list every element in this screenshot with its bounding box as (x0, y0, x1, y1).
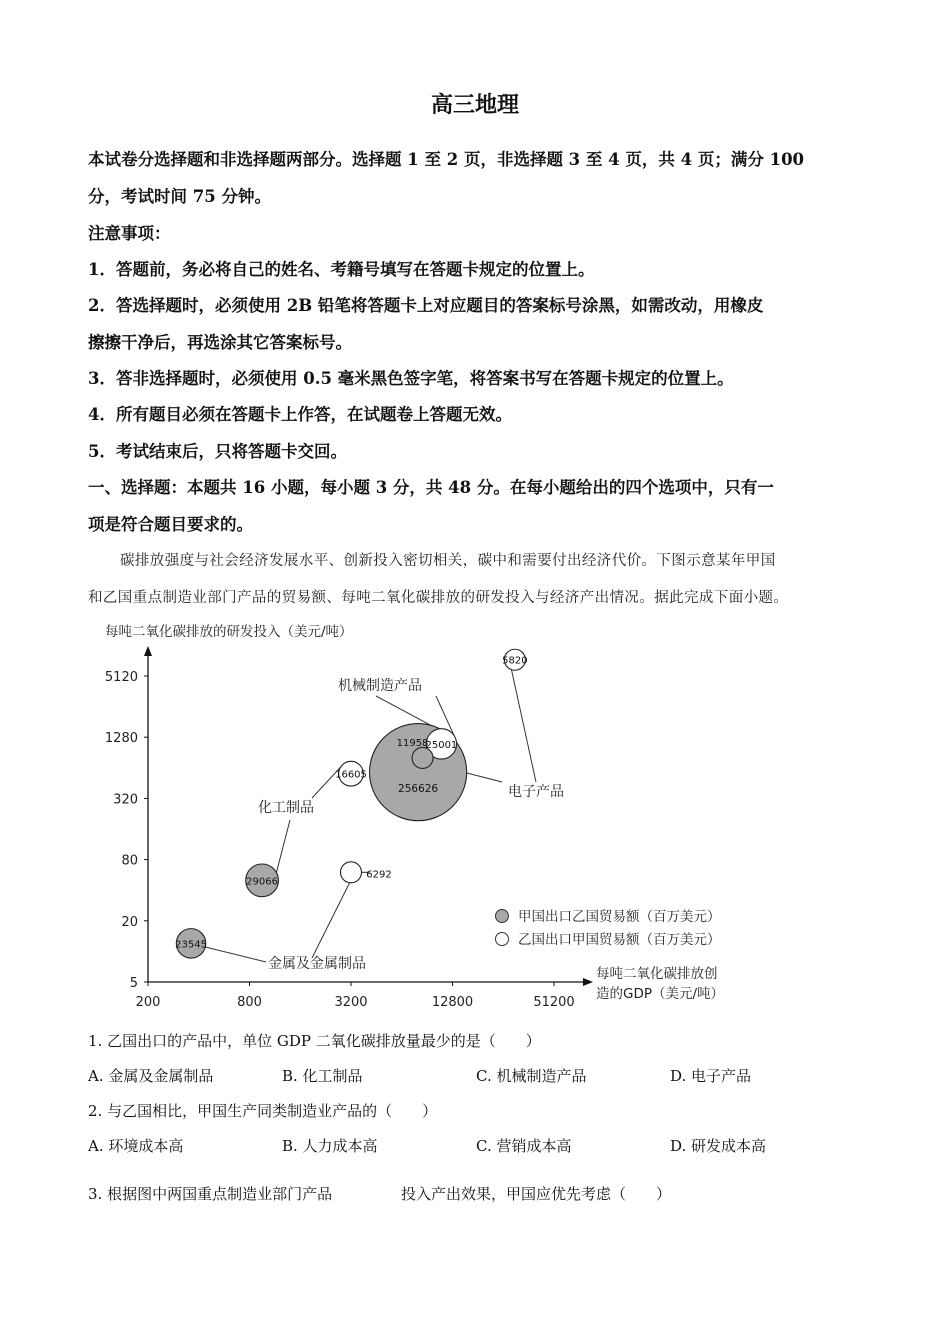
leader-line (276, 820, 290, 873)
q1-option-a[interactable]: A. 金属及金属制品 (88, 1067, 214, 1085)
section-heading-a: 一、选择题：本题共 16 小题，每小题 3 分，共 48 分。在每小题给出的四个选项中，只有一 (88, 478, 774, 497)
y-tick-label: 5120 (104, 670, 138, 685)
x-tick-label: 800 (237, 995, 262, 1010)
annotation-leader-lines (205, 670, 536, 962)
y-tick-label: 1280 (104, 731, 138, 747)
leader-line (511, 670, 536, 782)
bubble-label: 16605 (335, 769, 367, 781)
q2-option-b[interactable]: B. 人力成本高 (282, 1137, 378, 1155)
bubble-label: 256626 (398, 783, 439, 796)
note-5: 5．考试结束后，只将答题卡交回。 (88, 442, 347, 461)
x-tick-label: 3200 (334, 995, 368, 1010)
bubble (341, 862, 362, 883)
question-2: 2. 与乙国相比，甲国生产同类制造业产品的（ ） (88, 1102, 438, 1120)
bubble-label: 5820 (502, 655, 528, 667)
x-tick-label: 200 (135, 995, 161, 1010)
y-axis-title: 每吨二氧化碳排放的研发投入（美元/吨） (105, 624, 353, 640)
x-tick-label: 51200 (533, 995, 575, 1010)
legend-label-b: 乙国出口甲国贸易额（百万美元） (518, 932, 721, 948)
question-3-part-a: 3. 根据图中两国重点制造业部门产品 (88, 1185, 333, 1203)
page-title: 高三地理 (430, 92, 519, 118)
y-axis-ticks (105, 670, 148, 991)
annotation-machinery: 机械制造产品 (338, 678, 422, 694)
bubble-label: 25001 (425, 739, 458, 751)
q2-option-c[interactable]: C. 营销成本高 (476, 1137, 572, 1155)
annotation-chemicals: 化工制品 (258, 800, 314, 816)
q2-option-a[interactable]: A. 环境成本高 (88, 1137, 184, 1155)
bubble-label: 23545 (175, 939, 207, 951)
intro-line-1: 本试卷分选择题和非选择题两部分。选择题 1 至 2 页，非选择题 3 至 4 页，共 4 页；满分 100 (88, 150, 805, 169)
question-3-part-b: 投入产出效果，甲国应优先考虑（ ） (401, 1185, 672, 1203)
y-tick-label: 20 (121, 914, 138, 930)
q2-option-d[interactable]: D. 研发成本高 (670, 1137, 767, 1155)
y-axis-arrow (144, 646, 152, 656)
note-2b: 擦擦干净后，再选涂其它答案标号。 (88, 333, 352, 352)
annotation-metals: 金属及金属制品 (268, 956, 366, 972)
x-tick-label: 12800 (431, 995, 474, 1010)
x-axis-title-1: 每吨二氧化碳排放创 (596, 966, 718, 982)
note-2a: 2．答选择题时，必须使用 2B 铅笔将答题卡上对应题目的答案标号涂黑，如需改动，用橡皮 (88, 296, 764, 315)
legend-swatch-b (496, 933, 509, 946)
y-tick-label: 5 (129, 976, 138, 991)
material-line-b: 和乙国重点制造业部门产品的贸易额、每吨二氧化碳排放的研发投入与经济产出情况。据此完成下面小题。 (88, 590, 789, 606)
leader-line (205, 947, 266, 962)
leader-line (312, 883, 350, 958)
x-axis-title-2: 造的GDP（美元/吨） (596, 986, 725, 1002)
question-1: 1. 乙国出口的产品中，单位 GDP 二氧化碳排放量最少的是（ ） (88, 1032, 541, 1050)
bubble-label: 6292 (366, 869, 392, 881)
x-axis-ticks (136, 982, 575, 1010)
section-heading-b: 项是符合题目要求的。 (88, 515, 253, 534)
y-tick-label: 320 (113, 792, 138, 808)
notes-heading: 注意事项： (88, 224, 171, 243)
bubbles-group (175, 649, 527, 958)
q1-option-d[interactable]: D. 电子产品 (670, 1067, 752, 1085)
bubble-label: 29066 (246, 876, 278, 888)
note-1: 1．答题前，务必将自己的姓名、考籍号填写在答题卡规定的位置上。 (88, 260, 595, 279)
annotation-electronics: 电子产品 (508, 784, 564, 800)
y-tick-label: 80 (121, 853, 138, 869)
material-line-a: 碳排放强度与社会经济发展水平、创新投入密切相关，碳中和需要付出经济代价。下图示意某年甲国 (120, 553, 776, 569)
legend-swatch-a (496, 910, 509, 923)
intro-line-2: 分，考试时间 75 分钟。 (88, 187, 271, 206)
note-4: 4．所有题目必须在答题卡上作答，在试题卷上答题无效。 (88, 405, 512, 424)
x-axis-arrow (583, 978, 593, 986)
q1-option-c[interactable]: C. 机械制造产品 (476, 1067, 587, 1085)
note-3: 3．答非选择题时，必须使用 0.5 毫米黑色签字笔，将答案书写在答题卡规定的位置上。 (88, 369, 734, 388)
q1-option-b[interactable]: B. 化工制品 (282, 1067, 363, 1085)
bubble-label: 11958 (396, 737, 429, 749)
bubble-chart (80, 612, 780, 1012)
legend-label-a: 甲国出口乙国贸易额（百万美元） (518, 909, 721, 925)
